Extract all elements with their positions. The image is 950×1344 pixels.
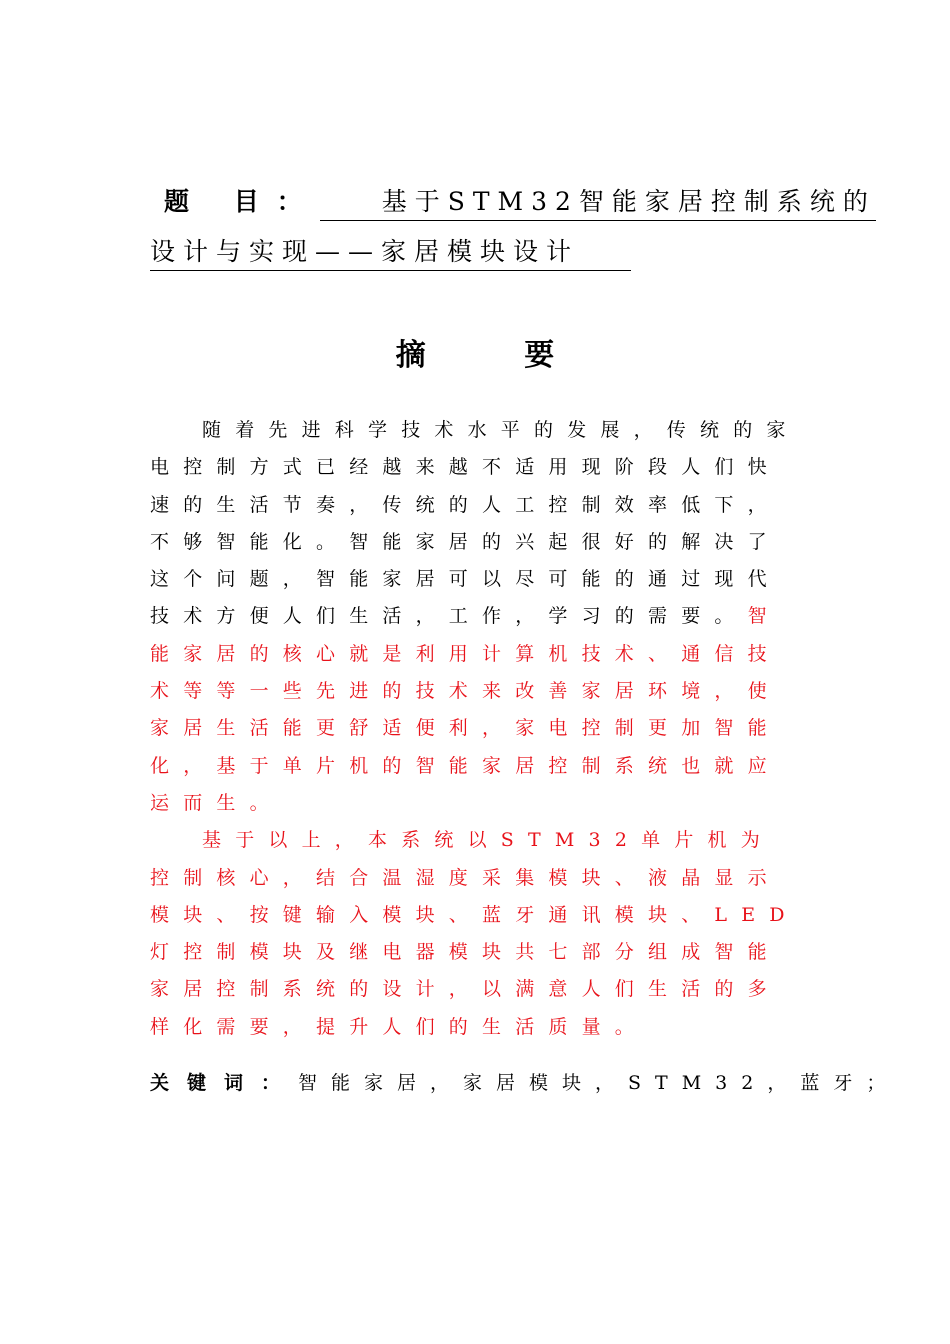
abstract-body bbox=[150, 412, 800, 1046]
title-label: 题 目： bbox=[164, 187, 320, 216]
title-text-line-1: 基于STM32智能家居控制系统的 bbox=[381, 187, 876, 216]
keywords-label: 关键词： bbox=[150, 1072, 299, 1094]
keywords-text: 智能家居，家居模块，STM32，蓝牙； bbox=[298, 1072, 900, 1094]
abstract-paragraph-1-red: 智能家居的核心就是利用计算机技术、通信技术等等一些先进的技术来改善家居环境，使家居生活能更舒适便利，家电控制更加智能化，基于单片机的智能家居控制系统也就应运而生。 bbox=[150, 605, 781, 814]
abstract-paragraph-2: 基于以上，本系统以STM32单片机为控制核心，结合温湿度采集模块、液晶显示模块、按键输入模块、蓝牙通讯模块、LED灯控制模块及继电器模块共七部分组成智能家居控制系统的设计，以满意人们生活的多样化需要，提升人们的生活质量。 bbox=[150, 829, 799, 1038]
title-text-line-2: 设计与实现——家居模块设计 bbox=[150, 237, 580, 266]
title-line-1 bbox=[150, 182, 876, 221]
abstract-paragraph-1 bbox=[150, 412, 800, 822]
keywords-line bbox=[150, 1068, 899, 1095]
title-line-2 bbox=[150, 232, 805, 271]
abstract-heading: 摘 要 bbox=[395, 338, 599, 373]
abstract-paragraph-1-black: 随着先进科学技术水平的发展，传统的家电控制方式已经越来越不适用现阶段人们快速的生活节奏，传统的人工控制效率低下，不够智能化。智能家居的兴起很好的解决了这个问题，智能家居可以尽可能的通过现代技术方便人们生活，工作，学习的需要。 bbox=[150, 419, 800, 628]
